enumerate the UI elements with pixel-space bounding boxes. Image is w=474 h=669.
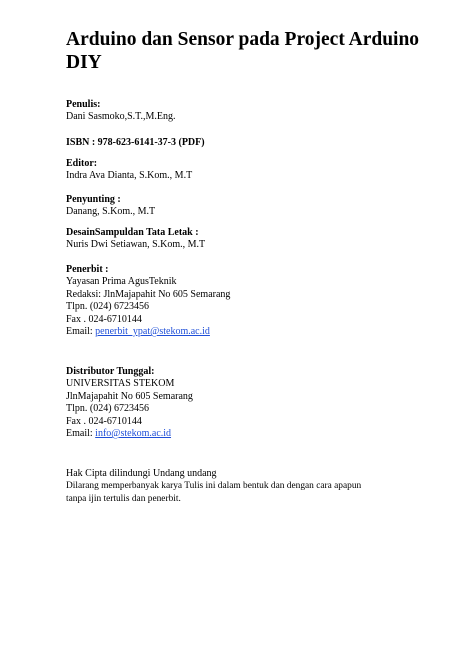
publisher-phone: Tlpn. (024) 6723456	[66, 301, 150, 313]
reviewer-label: Penyunting :	[66, 194, 121, 205]
distributor-label: Distributor Tunggal:	[66, 366, 155, 377]
author-name: Dani Sasmoko,S.T.,M.Eng.	[66, 111, 176, 123]
editor-label: Editor:	[66, 158, 98, 169]
cover-design-section	[66, 227, 205, 252]
author-label: Penulis:	[66, 99, 101, 110]
isbn-text: ISBN : 978-623-6141-37-3 (PDF)	[66, 137, 205, 148]
distributor-phone: Tlpn. (024) 6723456	[66, 403, 150, 415]
copyright-line-1: Hak Cipta dilindungi Undang undang	[66, 468, 217, 479]
copyright-line-2: Dilarang memperbanyak karya Tulis ini dalam bentuk dan dengan cara apapun	[66, 481, 362, 492]
publisher-name: Yayasan Prima AgusTeknik	[66, 276, 177, 288]
publisher-address: Redaksi: JlnMajapahit No 605 Semarang	[66, 288, 231, 300]
publisher-label: Penerbit :	[66, 264, 109, 275]
reviewer-section	[66, 194, 155, 219]
book-title: Arduino dan Sensor pada Project Arduino DIY	[66, 29, 420, 73]
publisher-email-label: Email:	[66, 326, 96, 338]
publisher-fax: Fax . 024-6710144	[66, 313, 142, 325]
publisher-email-line	[66, 326, 230, 338]
copyright-notice	[66, 468, 456, 505]
cover-design-label: DesainSampuldan Tata Letak :	[66, 227, 199, 238]
isbn-section	[66, 137, 205, 149]
author-section	[66, 99, 176, 124]
distributor-fax: Fax . 024-6710144	[66, 415, 142, 427]
publisher-email-link[interactable]: penerbit_ypat@stekom.ac.id	[95, 326, 210, 338]
distributor-email-link[interactable]: info@stekom.ac.id	[95, 428, 172, 440]
distributor-address: JlnMajapahit No 605 Semarang	[66, 390, 193, 402]
cover-designer-name: Nuris Dwi Setiawan, S.Kom., M.T	[66, 239, 206, 251]
distributor-section	[66, 366, 193, 440]
distributor-name: UNIVERSITAS STEKOM	[66, 378, 175, 390]
editor-section	[66, 158, 192, 183]
editor-name: Indra Ava Dianta, S.Kom., M.T	[66, 170, 193, 182]
reviewer-name: Danang, S.Kom., M.T	[66, 206, 156, 218]
copyright-line-3: tanpa ijin tertulis dan penerbit.	[66, 493, 181, 504]
distributor-email-label: Email:	[66, 428, 96, 440]
distributor-email-line	[66, 428, 193, 440]
publisher-section	[66, 264, 230, 338]
